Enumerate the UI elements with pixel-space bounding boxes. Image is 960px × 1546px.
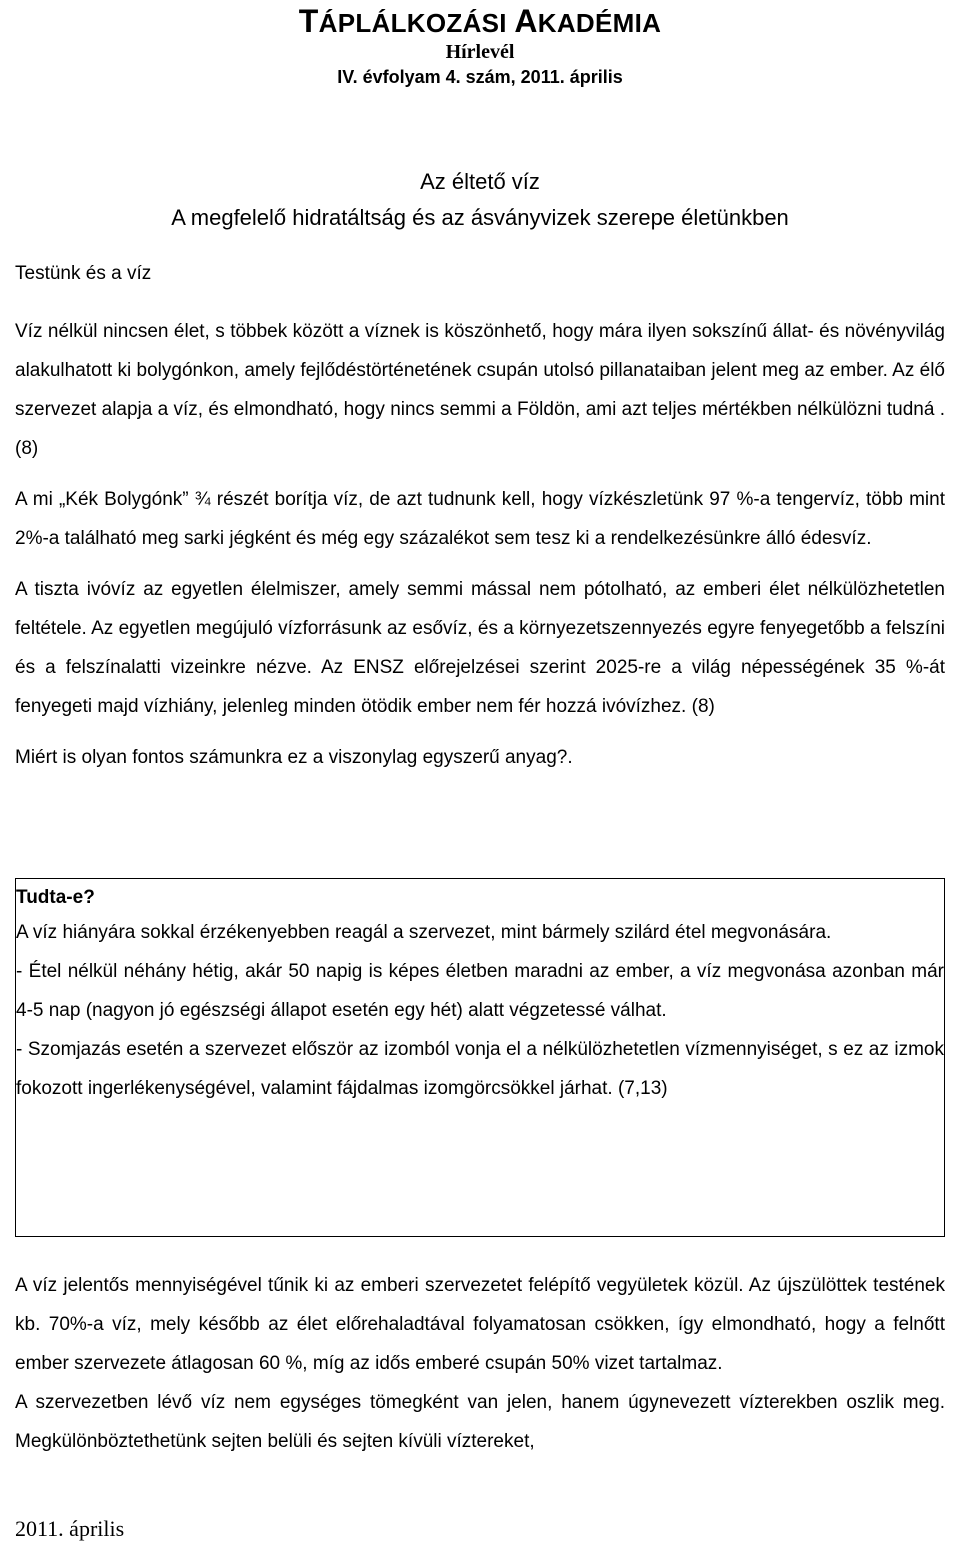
paragraph: A tiszta ivóvíz az egyetlen élelmiszer, amely semmi mással nem pótolható, az emberi élet nélkülözhetetlen feltétele. Az egyetlen megújuló vízforrásunk az esővíz, és a környezetszennyezés egyre fenyegetőbb a felszíni és a felszínalatti vizeinkre nézve. Az ENSZ előrejelzései szerint 2025-re a világ népességének 35 %-át fenyegeti majd vízhiány, jelenleg minden ötödik ember nem fér hozzá ivóvízhez. (8) xyxy=(15,579,945,717)
footer-date: 2011. április xyxy=(15,1516,125,1541)
article-subtitle: A megfelelő hidratáltság és az ásványvizek szerepe életünkben xyxy=(171,205,789,230)
paragraph: Víz nélkül nincsen élet, s többek között a víznek is köszönhető, hogy mára ilyen sokszínű állat- és növényvilág alakulhatott ki bolygónkon, amely fejlődéstörténetének csupán utolsó pillanataiban jelent meg az ember. Az élő szervezet alapja a víz, és elmondható, hogy nincs semmi a Földön, ami azt teljes mértékben nélkülözni tudná . (8) xyxy=(15,321,945,459)
did-you-know-line: - Étel nélkül néhány hétig, akár 50 napig is képes életben maradni az ember, a víz megvonása azonban már 4-5 nap (nagyon jó egészségi állapot esetén egy hét) alatt végzetessé válhat. xyxy=(16,961,944,1021)
paragraph: A víz jelentős mennyiségével tűnik ki az emberi szervezetet felépítő vegyületek közül. Az újszülöttek testének kb. 70%-a víz, mely később az élet előrehaladtával folyamatosan csökken, így elmondható, hogy a felnőtt ember szervezete átlagosan 60 %, míg az idős emberé csupán 50% vizet tartalmaz. xyxy=(15,1275,945,1374)
newsletter-label: Hírlevél xyxy=(445,41,515,63)
article-title-block xyxy=(15,164,945,236)
newsletter-page xyxy=(15,0,945,1452)
did-you-know-heading: Tudta-e? xyxy=(16,887,95,908)
did-you-know-line: A víz hiányára sokkal érzékenyebben reagál a szervezet, mint bármely szilárd étel megvonására. xyxy=(16,922,832,943)
paragraph: A szervezetben lévő víz nem egységes tömegként van jelen, hanem úgynevezett vízterekben oszlik meg. Megkülönböztethetünk sejten belüli és sejten kívüli víztereket, xyxy=(15,1392,945,1452)
paragraph: Miért is olyan fontos számunkra ez a viszonylag egyszerű anyag?. xyxy=(15,747,573,768)
did-you-know-box xyxy=(15,878,945,1237)
did-you-know-line: - Szomjazás esetén a szervezet először az izomból vonja el a nélkülözhetetlen vízmennyiséget, s ez az izmok fokozott ingerlékenységével, valamint fájdalmas izomgörcsökkel járhat. (7,13) xyxy=(16,1039,944,1099)
paragraph: A mi „Kék Bolygónk” ¾ részét borítja víz, de azt tudnunk kell, hogy vízkészletünk 97 %-a tengervíz, több mint 2%-a található meg sarki jégként és még egy százalékot sem tesz ki a rendelkezésünkre álló édesvíz. xyxy=(15,489,945,549)
continuation-block xyxy=(15,1266,945,1461)
masthead xyxy=(15,4,945,90)
article-title: Az éltető víz xyxy=(420,169,540,194)
section-heading: Testünk és a víz xyxy=(15,263,152,284)
issue-line: IV. évfolyam 4. szám, 2011. április xyxy=(337,67,623,87)
academy-title: TÁPLÁLKOZÁSI AKADÉMIA xyxy=(298,3,662,39)
